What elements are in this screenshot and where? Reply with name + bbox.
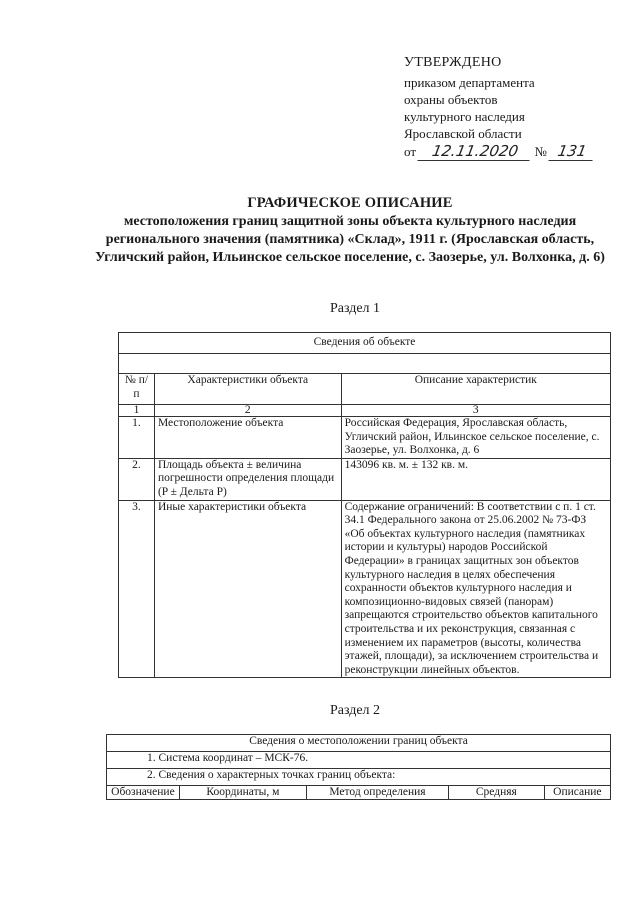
handwritten-number: 131 (549, 143, 596, 161)
approval-line: охраны объектов (404, 92, 498, 107)
col-header-method: Метод определения (306, 786, 448, 800)
row-characteristic: Иные характеристики объекта (154, 500, 341, 678)
col-header-mean: Средняя (448, 786, 544, 800)
col-header-characteristic: Характеристики объекта (154, 374, 341, 405)
col-header-coordinates: Координаты, м (179, 786, 306, 800)
title-main: ГРАФИЧЕСКОЕ ОПИСАНИЕ (247, 195, 453, 211)
col-number: 3 (341, 405, 610, 417)
col-number: 1 (119, 405, 155, 417)
blank-row (119, 354, 611, 374)
table-header: Сведения об объекте (119, 333, 611, 354)
number-prefix: № (534, 144, 547, 159)
row-number: 3. (119, 500, 155, 678)
col-header-number: № п/п (119, 374, 155, 405)
col-header-designation: Обозначение (107, 786, 180, 800)
section2-label: Раздел 2 (329, 703, 381, 718)
approval-block (404, 54, 624, 161)
row-description: 143096 кв. м. ± 132 кв. м. (341, 458, 610, 500)
row-description: Российская Федерация, Ярославская область, Угличский район, Ильинское сельское поселение, с. Заозерье, ул. Волхонка, д. 6 (341, 417, 610, 459)
object-info-table (118, 332, 611, 678)
approval-date-line (404, 143, 624, 161)
row-description: Содержание ограничений: В соответствии с п. 1 ст. 34.1 Федерального закона от 25.06.2002 № 73-ФЗ «Об объектах культурного наследия (памятниках истории и культуры) народов Российской Федерации» в границах защитных зон объектов культурного наследия в целях обеспечения сохранности объектов культурного наследия и композиционно-видовых связей (панорам) запрещаются строительство объектов капитального строительства и их реконструкция, связанная с изменением их параметров (высоты, количества этажей, площади), за исключением строительства и реконструкции линейных объектов. (341, 500, 610, 678)
table-row (119, 458, 611, 500)
section1-label: Раздел 1 (329, 301, 381, 316)
col-number: 2 (154, 405, 341, 417)
col-header-description: Описание характеристик (341, 374, 610, 405)
table-row (119, 500, 611, 678)
row-number: 2. (119, 458, 155, 500)
boundary-points-row: 2. Сведения о характерных точках границ объекта: (107, 769, 611, 786)
table-header: Сведения о местоположении границ объекта (107, 735, 611, 752)
approval-heading: УТВЕРЖДЕНО (404, 55, 502, 70)
handwritten-date: 12.11.2020 (418, 143, 533, 161)
row-characteristic: Местоположение объекта (154, 417, 341, 459)
approval-line: приказом департамента (404, 75, 535, 90)
approval-line: Ярославской области (404, 126, 522, 141)
row-characteristic: Площадь объекта ± величина погрешности определения площади (P ± Дельта P) (154, 458, 341, 500)
table-row (119, 417, 611, 459)
title-subtitle: местоположения границ защитной зоны объекта культурного наследия регионального значения (памятника) «Склад», 1911 г. (Ярославская область, Угличский район, Ильинское сельское поселение, с. Заозерье, ул. Волхонка, д. 6) (95, 214, 605, 265)
boundary-location-table (106, 734, 611, 800)
approval-line: культурного наследия (404, 109, 525, 124)
col-header-description: Описание (544, 786, 610, 800)
row-number: 1. (119, 417, 155, 459)
date-prefix: от (404, 144, 417, 159)
document-title (90, 194, 610, 267)
coordinate-system-row: 1. Система координат – МСК-76. (107, 752, 611, 769)
